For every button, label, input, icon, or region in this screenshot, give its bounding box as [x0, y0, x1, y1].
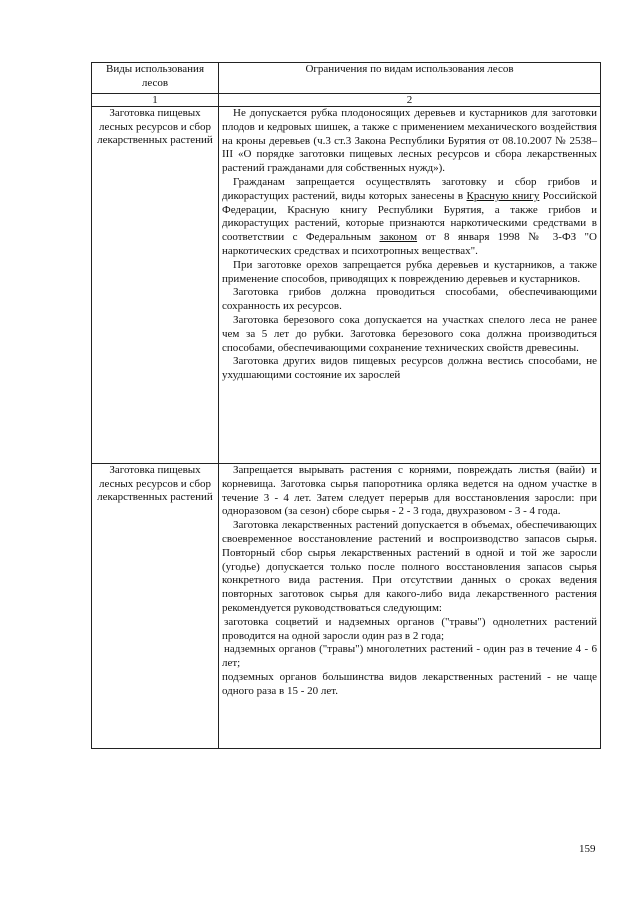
- header-restrictions: Ограничения по видам использования лесов: [219, 63, 601, 94]
- page-number: 159: [579, 843, 596, 855]
- table-row: [92, 464, 601, 749]
- usage-type-cell: Заготовка пищевых лесных ресурсов и сбор лекарственных растений: [92, 464, 219, 749]
- paragraph: подземных органов большинства видов лекарственных растений - не чаще одного раза в 15 - 20 лет.: [222, 670, 597, 697]
- restrictions-table: [91, 62, 601, 749]
- column-number-2: 2: [219, 94, 601, 107]
- paragraph: Заготовка других видов пищевых ресурсов должна вестись способами, не ухудшающими состояние их зарослей: [222, 355, 597, 382]
- paragraph: [222, 176, 597, 259]
- column-number-1: 1: [92, 94, 219, 107]
- federal-law-link[interactable]: законом: [379, 231, 418, 244]
- paragraph: Заготовка березового сока допускается на участках спелого леса не ранее чем за 5 лет до рубки. Заготовка березового сока должна производиться способами, обеспечивающими сохранение технических свойств древесины.: [222, 313, 597, 354]
- paragraph: При заготовке орехов запрещается рубка деревьев и кустарников, а также применение способов, приводящих к повреждению деревьев и кустарников.: [222, 258, 597, 285]
- header-usage-types: Виды использования лесов: [92, 63, 219, 94]
- usage-type-cell: Заготовка пищевых лесных ресурсов и сбор лекарственных растений: [92, 107, 219, 464]
- paragraph: заготовка соцветий и надземных органов ("травы") однолетних растений проводится на одной заросли один раз в 2 года;: [222, 615, 597, 642]
- header-row: [92, 63, 601, 94]
- paragraph-text: Российской Федерации, Красную книгу Республики Бурятия, а также грибов и дикорастущих растений, которые признаются наркотическими средствами в соответствии с Федеральным: [222, 189, 597, 244]
- red-book-link[interactable]: Красную книгу: [466, 189, 540, 202]
- restrictions-cell: [219, 464, 601, 749]
- paragraph-text: от 8 января 1998 № 3-ФЗ "О наркотических средствах и психотропных веществах".: [222, 231, 597, 257]
- paragraph: надземных органов ("травы") многолетних растений - один раз в течение 4 - 6 лет;: [222, 643, 597, 670]
- paragraph: Не допускается рубка плодоносящих деревьев и кустарников для заготовки плодов и кедровых шишек, а также с применением механического воздействия на кроны деревьев (ч.3 ст.3 Закона Республики Бурятия от 08.10.2007 № 2538–III «О порядке заготовки пищевых лесных ресурсов и сбора лекарственных растений гражданами для собственных нужд»).: [222, 107, 597, 175]
- restrictions-cell: [219, 107, 601, 464]
- paragraph-text: Гражданам запрещается осуществлять заготовку и сбор грибов и дикорастущих растений, виды которых занесены в: [222, 175, 597, 202]
- paragraph: Заготовка лекарственных растений допускается в объемах, обеспечивающих своевременное восстановление растений и воспроизводство запасов сырья. Повторный сбор сырья лекарственных растений в одной и той же заросли (угодье) допускается только после полного восстановления запасов сырья конкретного вида растения. При отсутствии данных о сроках ведения повторных заготовок сырья для какого-либо вида лекарственного растения рекомендуется руководствоваться следующим:: [222, 519, 597, 614]
- table-row: [92, 107, 601, 464]
- paragraph: Запрещается вырывать растения с корнями, повреждать листья (вайи) и корневища. Заготовка сырья папоротника орляка ведется на одном участке в течение 3 - 4 лет. Затем следует перерыв для восстановления заросли: при одноразовом (за сезон) сборе сырья - 2 - 3 года, двухразовом - 3 - 4 года.: [222, 464, 597, 518]
- paragraph: Заготовка грибов должна проводиться способами, обеспечивающими сохранность их ресурсов.: [222, 286, 597, 313]
- column-number-row: [92, 94, 601, 107]
